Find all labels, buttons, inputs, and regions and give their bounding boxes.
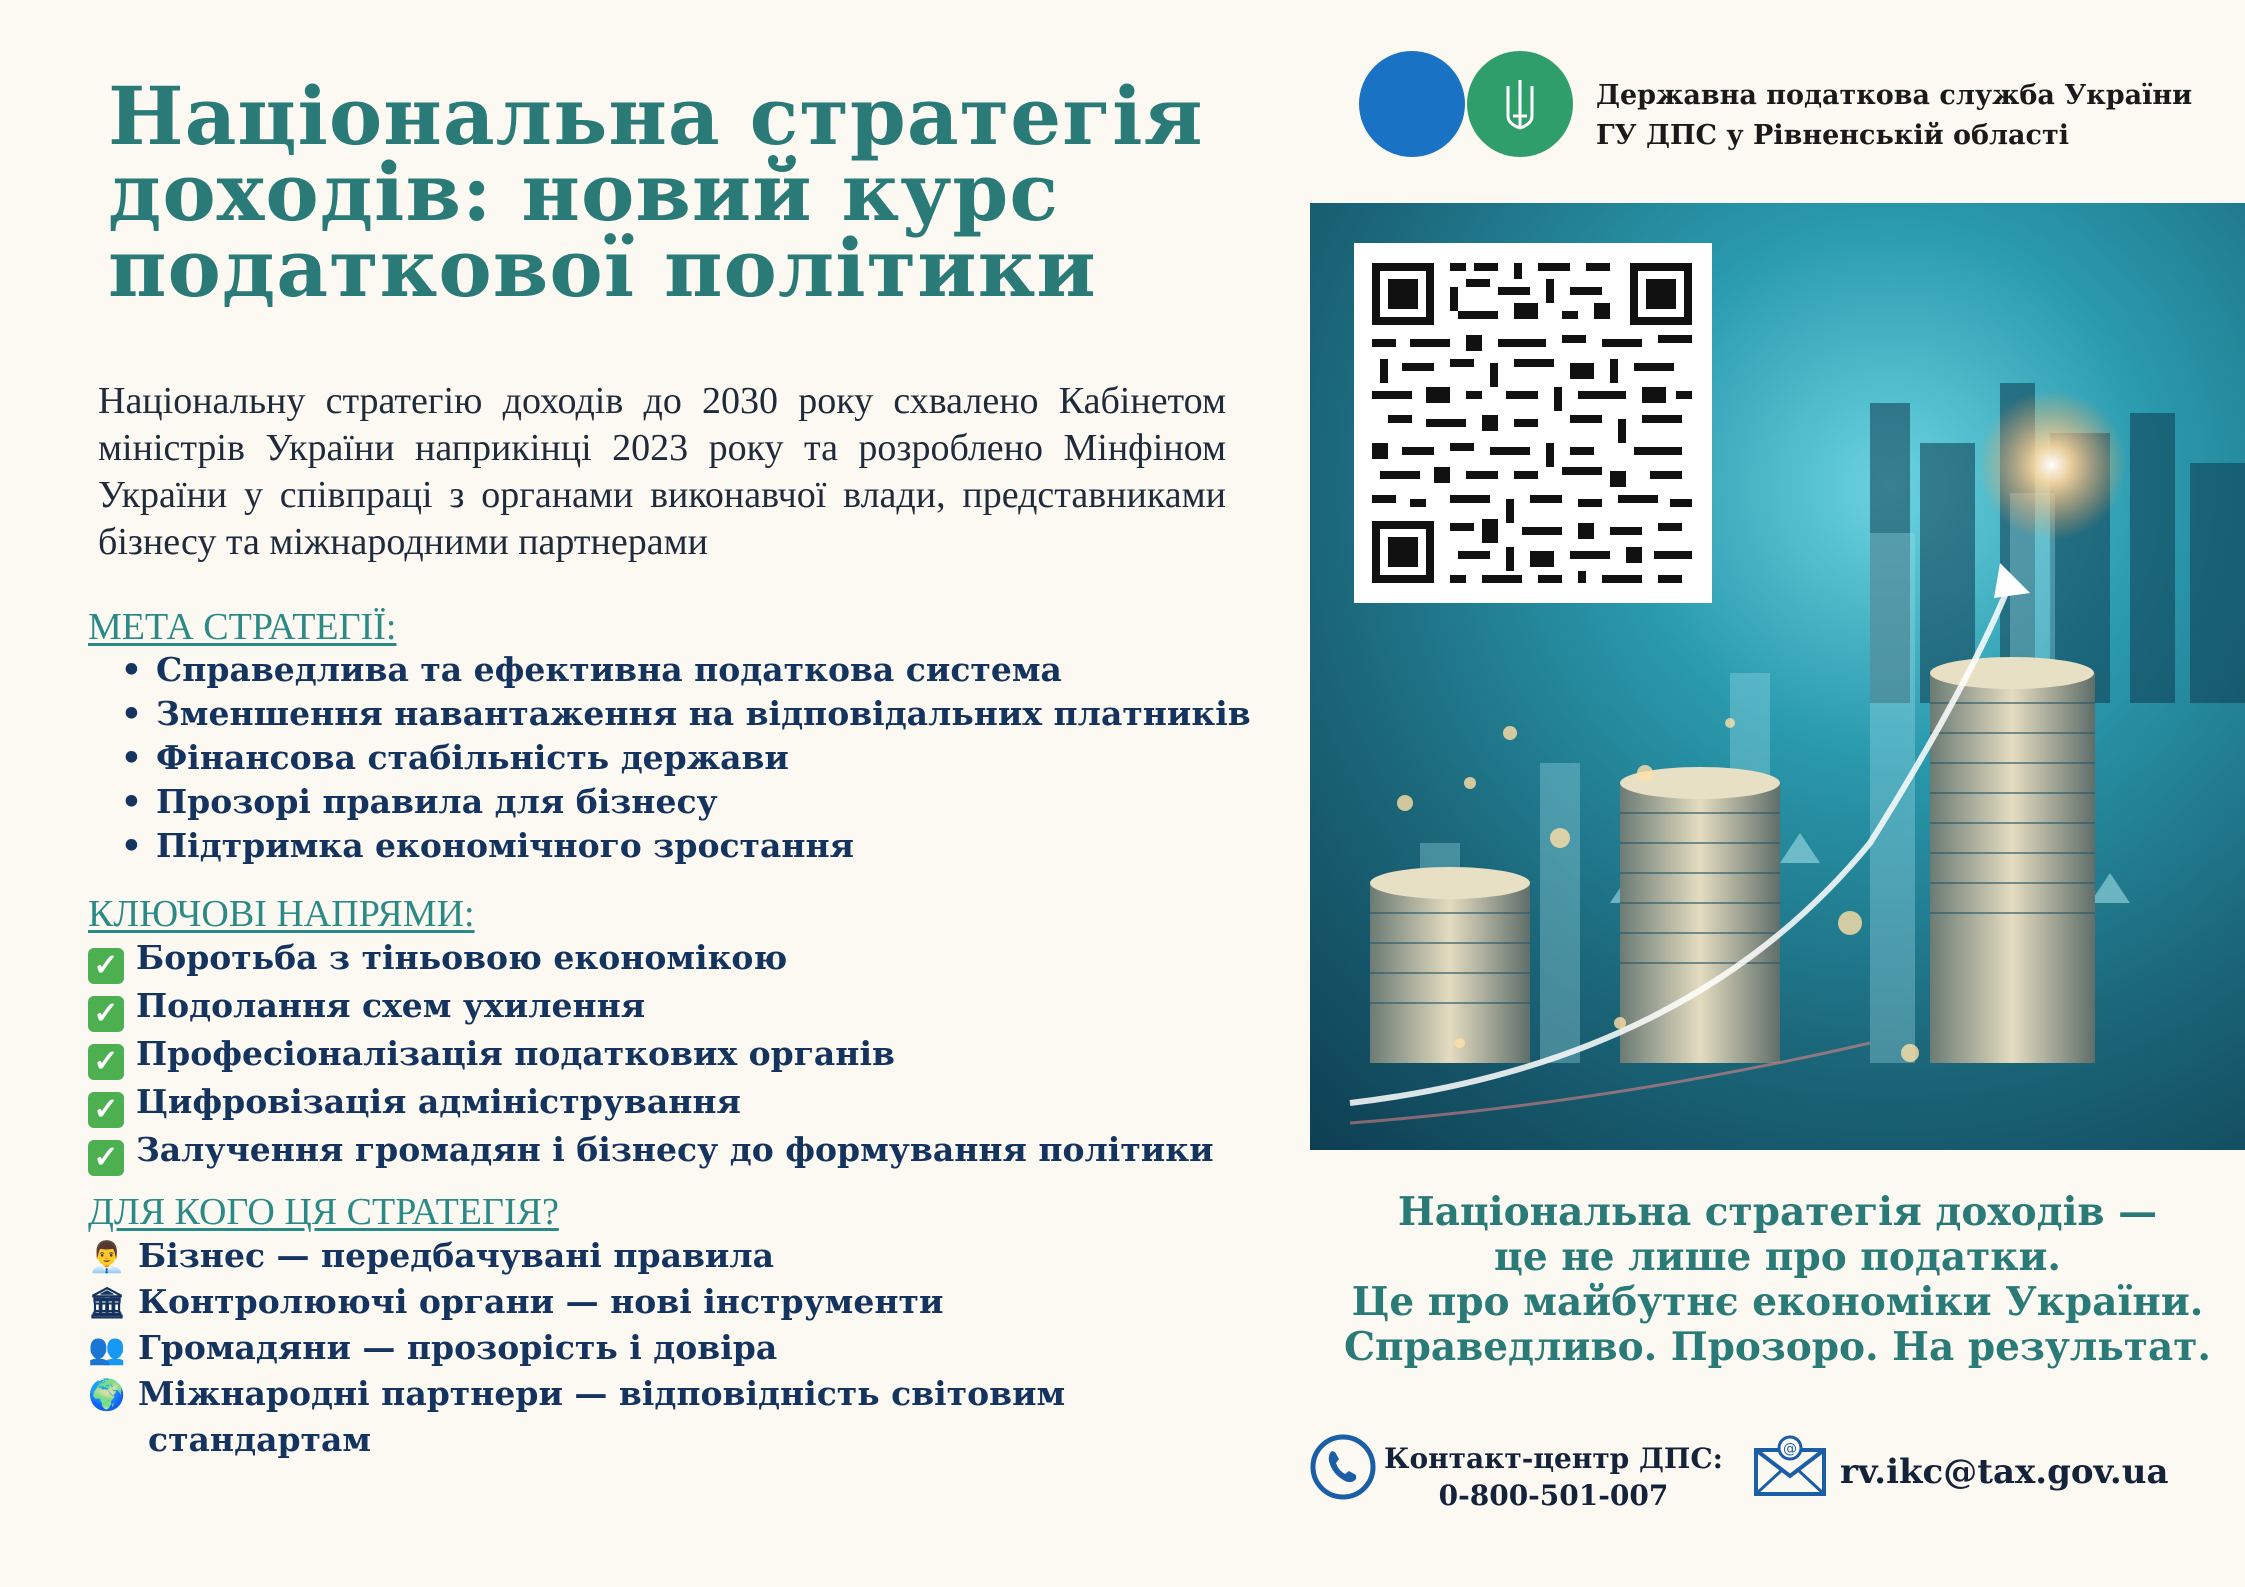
email-icon (1752, 1434, 1828, 1498)
direction-text: Боротьба з тіньовою економікою (136, 938, 788, 977)
org-line-2: ГУ ДПС у Рівненській області (1596, 120, 2069, 151)
contact-email[interactable]: rv.ikc@tax.gov.ua (1840, 1452, 2169, 1492)
audience-text: Бізнес — передбачувані правила (138, 1236, 775, 1275)
audience-item (88, 1326, 1065, 1372)
qr-code[interactable] (1354, 243, 1712, 603)
audience-list (88, 1234, 1065, 1462)
goal-item: • Підтримка економічного зростання (88, 824, 1251, 868)
direction-item (88, 984, 1214, 1032)
tagline-line-4: Справедливо. Прозоро. На результат. (1344, 1324, 2211, 1370)
goal-item: • Зменшення навантаження на відповідальних платників (88, 692, 1251, 736)
tagline-line-1: Національна стратегія доходів — (1397, 1189, 2158, 1235)
title-line-2: доходів: новий курс (108, 145, 1060, 239)
directions-list (88, 936, 1214, 1176)
tagline-line-2: це не лише про податки. (1494, 1234, 2061, 1280)
government-building-icon: 🏛 (88, 1286, 127, 1321)
direction-text: Залучення громадян і бізнесу до формування політики (136, 1130, 1214, 1169)
phone-icon (1310, 1434, 1376, 1500)
intro-paragraph: Національну стратегію доходів до 2030 року схвалено Кабінетом міністрів України наприкінці 2023 року та розроблено Мінфіном України у співпраці з органами виконавчої влади, представниками бізнесу та міжнародними партнерами (98, 380, 1226, 563)
check-mark-icon: ✓ (88, 1044, 124, 1080)
direction-text: Професіоналізація податкових органів (136, 1034, 895, 1073)
audience-item (88, 1372, 1065, 1418)
check-mark-icon: ✓ (88, 948, 124, 984)
contact-phone[interactable]: 0-800-501-007 (1438, 1479, 1669, 1512)
direction-item (88, 1032, 1214, 1080)
goal-heading: МЕТА СТРАТЕГІЇ: (88, 606, 397, 648)
contact-center (1384, 1440, 1723, 1514)
title-line-3: податкової політики (108, 221, 1097, 315)
dps-logo (1358, 50, 1578, 158)
logo-blue-circle (1359, 51, 1465, 157)
direction-text: Цифровізація адміністрування (136, 1082, 741, 1121)
organization-name (1596, 76, 2192, 156)
svg-text:@: @ (1783, 1441, 1797, 1457)
globe-icon: 🌍 (88, 1378, 126, 1413)
check-mark-icon: ✓ (88, 996, 124, 1032)
direction-item (88, 1128, 1214, 1176)
audience-text: Міжнародні партнери — відповідність світовим (138, 1374, 1066, 1413)
tagline (1310, 1190, 2245, 1370)
audience-item (88, 1280, 1065, 1326)
goal-list (88, 648, 1251, 868)
check-mark-icon: ✓ (88, 1140, 124, 1176)
audience-item-continuation: стандартам (148, 1420, 372, 1459)
check-mark-icon: ✓ (88, 1092, 124, 1128)
audience-text: Громадяни — прозорість і довіра (138, 1328, 778, 1367)
audience-heading: ДЛЯ КОГО ЦЯ СТРАТЕГІЯ? (88, 1191, 559, 1233)
light-flare (1977, 390, 2127, 540)
tagline-line-3: Це про майбутнє економіки України. (1351, 1279, 2204, 1325)
goal-item: • Справедлива та ефективна податкова система (88, 648, 1251, 692)
direction-item (88, 1080, 1214, 1128)
contact-label: Контакт-центр ДПС: (1384, 1442, 1723, 1475)
page-title (108, 69, 1258, 315)
people-icon: 👥 (88, 1332, 126, 1367)
direction-text: Подолання схем ухилення (136, 986, 646, 1025)
direction-item (88, 936, 1214, 984)
goal-item: • Фінансова стабільність держави (88, 736, 1251, 780)
audience-item (88, 1234, 1065, 1280)
goal-item: • Прозорі правила для бізнесу (88, 780, 1251, 824)
org-line-1: Державна податкова служба України (1596, 80, 2193, 111)
audience-text: Контролюючі органи — нові інструменти (138, 1282, 944, 1321)
businessman-icon: 👨‍💼 (88, 1240, 126, 1275)
title-line-1: Національна стратегія (108, 69, 1204, 163)
directions-heading: КЛЮЧОВІ НАПРЯМИ: (88, 893, 475, 935)
